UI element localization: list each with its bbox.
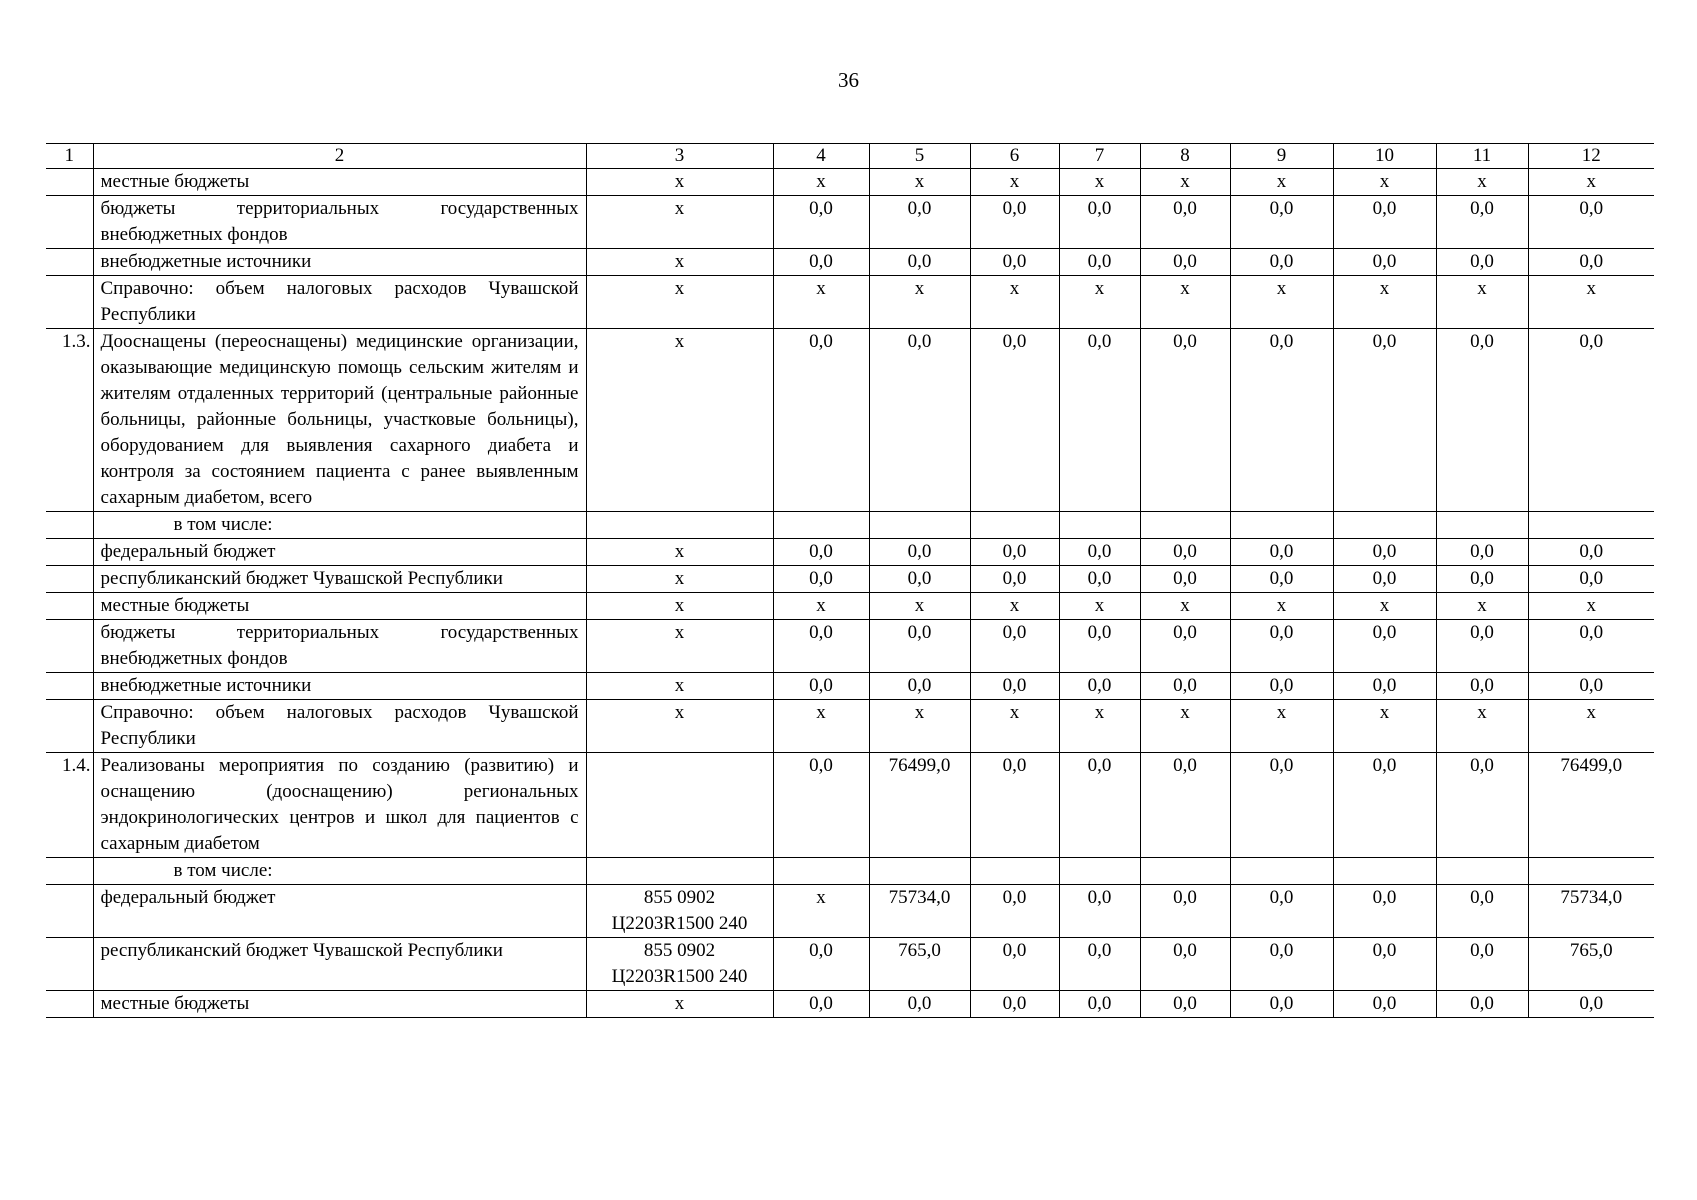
budget-code [586, 512, 773, 539]
table-row [46, 169, 1654, 196]
value-cell: х [970, 700, 1059, 753]
value-cell: 0,0 [1140, 539, 1230, 566]
budget-code: х [586, 566, 773, 593]
value-cell: 0,0 [869, 329, 970, 512]
table-row [46, 512, 1654, 539]
table-row [46, 858, 1654, 885]
value-cell: 0,0 [1140, 991, 1230, 1018]
value-cell: х [1059, 593, 1140, 620]
value-cell: х [1230, 700, 1333, 753]
table-row [46, 196, 1654, 249]
row-label: федеральный бюджет [93, 885, 586, 938]
value-cell: х [1333, 169, 1436, 196]
value-cell: 0,0 [1333, 885, 1436, 938]
row-number [46, 566, 93, 593]
value-cell: 0,0 [1140, 196, 1230, 249]
header-cell: 8 [1140, 144, 1230, 169]
value-cell: 0,0 [869, 620, 970, 673]
value-cell: 0,0 [1059, 329, 1140, 512]
value-cell: 0,0 [1059, 938, 1140, 991]
value-cell: х [1436, 276, 1528, 329]
value-cell: 0,0 [1230, 566, 1333, 593]
table-row [46, 329, 1654, 512]
table-row [46, 249, 1654, 276]
row-label: республиканский бюджет Чувашской Республики [93, 566, 586, 593]
value-cell: 0,0 [1436, 673, 1528, 700]
value-cell: 0,0 [773, 196, 869, 249]
value-cell: х [1140, 276, 1230, 329]
value-cell: х [1140, 593, 1230, 620]
table-row [46, 539, 1654, 566]
value-cell: 0,0 [1140, 566, 1230, 593]
row-label: федеральный бюджет [93, 539, 586, 566]
table-body [46, 144, 1654, 1018]
value-cell: 0,0 [970, 249, 1059, 276]
value-cell: 0,0 [1436, 329, 1528, 512]
value-cell: 0,0 [869, 539, 970, 566]
value-cell: 0,0 [869, 673, 970, 700]
row-label: внебюджетные источники [93, 249, 586, 276]
row-label: местные бюджеты [93, 593, 586, 620]
row-label: Реализованы мероприятия по созданию (развитию) и оснащению (дооснащению) региональных эндокринологических центров и школ для пациентов с сахарным диабетом [93, 753, 586, 858]
value-cell [1436, 858, 1528, 885]
value-cell [970, 512, 1059, 539]
budget-code: х [586, 673, 773, 700]
value-cell: 0,0 [1436, 991, 1528, 1018]
value-cell: 0,0 [970, 620, 1059, 673]
budget-code: х [586, 991, 773, 1018]
value-cell: 75734,0 [1528, 885, 1654, 938]
value-cell: 0,0 [1333, 620, 1436, 673]
budget-code: х [586, 276, 773, 329]
row-label: Справочно: объем налоговых расходов Чувашской Республики [93, 700, 586, 753]
value-cell: 0,0 [773, 249, 869, 276]
value-cell: 0,0 [1333, 753, 1436, 858]
value-cell: х [1140, 700, 1230, 753]
budget-code: х [586, 539, 773, 566]
row-number [46, 276, 93, 329]
value-cell: х [970, 593, 1059, 620]
header-cell: 6 [970, 144, 1059, 169]
budget-code: х [586, 700, 773, 753]
value-cell: х [1230, 169, 1333, 196]
value-cell [1140, 512, 1230, 539]
row-label: в том числе: [93, 512, 586, 539]
header-cell: 7 [1059, 144, 1140, 169]
value-cell: 0,0 [773, 938, 869, 991]
value-cell: х [773, 593, 869, 620]
value-cell: 0,0 [1230, 885, 1333, 938]
value-cell: 0,0 [1333, 539, 1436, 566]
value-cell: 0,0 [773, 620, 869, 673]
value-cell: 0,0 [1230, 753, 1333, 858]
value-cell: 0,0 [1436, 753, 1528, 858]
value-cell: 0,0 [773, 753, 869, 858]
value-cell [1333, 858, 1436, 885]
header-cell: 3 [586, 144, 773, 169]
value-cell [869, 512, 970, 539]
page-number: 36 [838, 68, 859, 92]
value-cell: 0,0 [970, 566, 1059, 593]
row-number [46, 700, 93, 753]
value-cell [773, 512, 869, 539]
value-cell: 0,0 [1059, 753, 1140, 858]
row-label: Справочно: объем налоговых расходов Чувашской Республики [93, 276, 586, 329]
value-cell: 0,0 [1230, 196, 1333, 249]
row-number [46, 169, 93, 196]
value-cell: х [1230, 593, 1333, 620]
value-cell: 0,0 [1436, 566, 1528, 593]
table-row [46, 938, 1654, 991]
value-cell: х [1436, 593, 1528, 620]
value-cell: 0,0 [1333, 249, 1436, 276]
budget-code: х [586, 329, 773, 512]
row-number [46, 196, 93, 249]
value-cell: х [869, 700, 970, 753]
row-number [46, 938, 93, 991]
value-cell: 0,0 [1230, 620, 1333, 673]
value-cell: 0,0 [869, 196, 970, 249]
table-row [46, 700, 1654, 753]
value-cell: 0,0 [1528, 196, 1654, 249]
table-row [46, 991, 1654, 1018]
value-cell [1230, 512, 1333, 539]
value-cell: 0,0 [869, 566, 970, 593]
value-cell: 0,0 [1528, 566, 1654, 593]
header-cell: 11 [1436, 144, 1528, 169]
value-cell: 0,0 [970, 196, 1059, 249]
row-number [46, 539, 93, 566]
value-cell: 0,0 [1230, 938, 1333, 991]
value-cell: х [869, 169, 970, 196]
value-cell: 0,0 [773, 566, 869, 593]
value-cell: 0,0 [970, 938, 1059, 991]
value-cell: х [1528, 169, 1654, 196]
value-cell: 0,0 [1140, 753, 1230, 858]
value-cell: 0,0 [1140, 620, 1230, 673]
budget-code [586, 858, 773, 885]
value-cell: 0,0 [1230, 991, 1333, 1018]
value-cell [1528, 512, 1654, 539]
value-cell: 0,0 [1333, 673, 1436, 700]
value-cell: х [1230, 276, 1333, 329]
budget-code: х [586, 249, 773, 276]
header-cell: 12 [1528, 144, 1654, 169]
value-cell: х [1059, 169, 1140, 196]
value-cell: 0,0 [1528, 539, 1654, 566]
value-cell: х [1059, 276, 1140, 329]
header-cell: 5 [869, 144, 970, 169]
value-cell: 0,0 [1230, 673, 1333, 700]
value-cell: х [773, 885, 869, 938]
row-number [46, 620, 93, 673]
value-cell: 0,0 [1059, 249, 1140, 276]
row-label: местные бюджеты [93, 991, 586, 1018]
value-cell [1059, 512, 1140, 539]
row-number [46, 991, 93, 1018]
value-cell: 75734,0 [869, 885, 970, 938]
value-cell: 0,0 [1528, 620, 1654, 673]
value-cell: 0,0 [773, 329, 869, 512]
value-cell: х [1528, 593, 1654, 620]
header-cell: 10 [1333, 144, 1436, 169]
table-row [46, 593, 1654, 620]
value-cell: 0,0 [1436, 539, 1528, 566]
value-cell: 0,0 [1059, 539, 1140, 566]
table-row [46, 753, 1654, 858]
row-label: в том числе: [93, 858, 586, 885]
value-cell: 0,0 [869, 249, 970, 276]
value-cell: 0,0 [1059, 673, 1140, 700]
value-cell: 0,0 [869, 991, 970, 1018]
value-cell: 0,0 [1140, 329, 1230, 512]
row-label: Дооснащены (переоснащены) медицинские организации, оказывающие медицинскую помощь сельским жителям и жителям отдаленных территорий (центральные районные больницы, районные больницы, участковые больницы), оборудованием для выявления сахарного диабета и контроля за состоянием пациента с ранее выявленным сахарным диабетом, всего [93, 329, 586, 512]
value-cell: 0,0 [1059, 885, 1140, 938]
value-cell: х [1528, 700, 1654, 753]
budget-code: 855 0902 Ц2203R1500 240 [586, 938, 773, 991]
value-cell: 0,0 [1140, 249, 1230, 276]
value-cell: 0,0 [970, 753, 1059, 858]
value-cell: 765,0 [1528, 938, 1654, 991]
value-cell: 76499,0 [1528, 753, 1654, 858]
budget-code [586, 753, 773, 858]
value-cell: х [1436, 169, 1528, 196]
value-cell: 0,0 [1140, 885, 1230, 938]
row-number [46, 673, 93, 700]
value-cell: 0,0 [1528, 673, 1654, 700]
row-number: 1.4. [46, 753, 93, 858]
value-cell: х [1333, 276, 1436, 329]
value-cell [1230, 858, 1333, 885]
value-cell: 0,0 [1230, 539, 1333, 566]
value-cell: 0,0 [1333, 938, 1436, 991]
value-cell: 0,0 [1230, 329, 1333, 512]
value-cell: 0,0 [1436, 938, 1528, 991]
value-cell: х [773, 700, 869, 753]
table-row [46, 566, 1654, 593]
budget-code: х [586, 196, 773, 249]
value-cell: х [773, 169, 869, 196]
value-cell: х [1528, 276, 1654, 329]
budget-code: х [586, 593, 773, 620]
value-cell: х [1333, 700, 1436, 753]
table-header-row [46, 144, 1654, 169]
value-cell: 0,0 [1528, 329, 1654, 512]
value-cell: 0,0 [773, 991, 869, 1018]
value-cell: 0,0 [1436, 249, 1528, 276]
header-cell: 1 [46, 144, 93, 169]
budget-code: х [586, 169, 773, 196]
row-number: 1.3. [46, 329, 93, 512]
value-cell: 0,0 [1333, 196, 1436, 249]
budget-code: х [586, 620, 773, 673]
table-row [46, 620, 1654, 673]
header-cell: 4 [773, 144, 869, 169]
value-cell: 0,0 [1528, 991, 1654, 1018]
value-cell: 0,0 [970, 329, 1059, 512]
value-cell: 0,0 [1333, 991, 1436, 1018]
budget-table [46, 143, 1654, 1018]
row-label: бюджеты территориальных государственных внебюджетных фондов [93, 196, 586, 249]
row-number [46, 885, 93, 938]
header-cell: 9 [1230, 144, 1333, 169]
value-cell [773, 858, 869, 885]
value-cell: 0,0 [970, 991, 1059, 1018]
value-cell [1059, 858, 1140, 885]
value-cell: х [773, 276, 869, 329]
value-cell: х [970, 276, 1059, 329]
value-cell: х [970, 169, 1059, 196]
budget-code: 855 0902 Ц2203R1500 240 [586, 885, 773, 938]
row-label: республиканский бюджет Чувашской Республики [93, 938, 586, 991]
value-cell: х [869, 593, 970, 620]
value-cell: х [1333, 593, 1436, 620]
value-cell: 0,0 [1436, 196, 1528, 249]
value-cell: 0,0 [1140, 673, 1230, 700]
value-cell: х [1059, 700, 1140, 753]
value-cell: х [1140, 169, 1230, 196]
value-cell: 0,0 [1528, 249, 1654, 276]
value-cell: х [1436, 700, 1528, 753]
table-row [46, 885, 1654, 938]
row-label: местные бюджеты [93, 169, 586, 196]
value-cell: 0,0 [773, 539, 869, 566]
value-cell [1333, 512, 1436, 539]
value-cell: 0,0 [1140, 938, 1230, 991]
value-cell [1528, 858, 1654, 885]
value-cell [970, 858, 1059, 885]
value-cell: 0,0 [970, 673, 1059, 700]
value-cell: 765,0 [869, 938, 970, 991]
row-number [46, 593, 93, 620]
value-cell [1436, 512, 1528, 539]
value-cell: х [869, 276, 970, 329]
value-cell: 76499,0 [869, 753, 970, 858]
value-cell: 0,0 [970, 539, 1059, 566]
value-cell: 0,0 [773, 673, 869, 700]
value-cell: 0,0 [1059, 566, 1140, 593]
value-cell: 0,0 [1230, 249, 1333, 276]
header-cell: 2 [93, 144, 586, 169]
value-cell [869, 858, 970, 885]
value-cell: 0,0 [1436, 620, 1528, 673]
row-label: внебюджетные источники [93, 673, 586, 700]
value-cell: 0,0 [1059, 196, 1140, 249]
value-cell: 0,0 [1333, 329, 1436, 512]
row-number [46, 249, 93, 276]
row-number [46, 858, 93, 885]
table-row [46, 276, 1654, 329]
value-cell: 0,0 [1059, 620, 1140, 673]
row-label: бюджеты территориальных государственных внебюджетных фондов [93, 620, 586, 673]
value-cell: 0,0 [1436, 885, 1528, 938]
value-cell [1140, 858, 1230, 885]
value-cell: 0,0 [970, 885, 1059, 938]
table-row [46, 673, 1654, 700]
row-number [46, 512, 93, 539]
value-cell: 0,0 [1059, 991, 1140, 1018]
value-cell: 0,0 [1333, 566, 1436, 593]
